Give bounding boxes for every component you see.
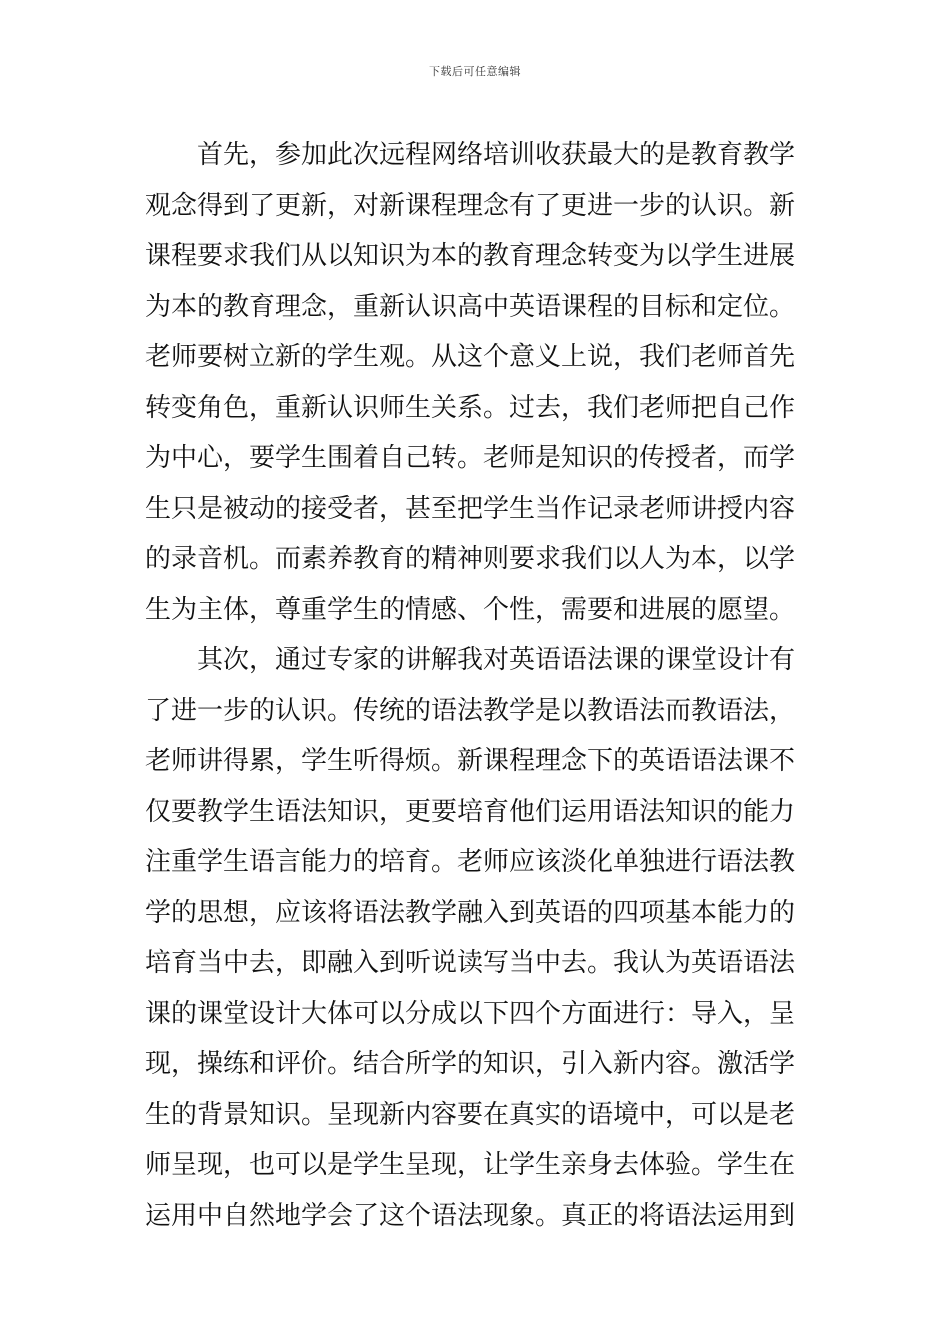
paragraph-2-line-11: 师呈现，也可以是学生呈现，让学生亲身去体验。学生在 [145, 1150, 796, 1180]
paragraph-1-line-9: 的录音机。而素养教育的精神则要求我们以人为本，以学 [145, 544, 796, 574]
paragraph-2-line-7: 培育当中去，即融入到听说读写当中去。我认为英语语法 [145, 948, 796, 978]
paragraph-1-line-5: 老师要树立新的学生观。从这个意义上说，我们老师首先 [145, 342, 796, 372]
paragraph-2-line-9: 现，操练和评价。结合所学的知识，引入新内容。激活学 [145, 1049, 796, 1079]
paragraph-2-line-1: 其次，通过专家的讲解我对英语语法课的课堂设计有 [197, 645, 796, 675]
paragraph-1-line-8: 生只是被动的接受者，甚至把学生当作记录老师讲授内容 [145, 493, 796, 524]
paragraph-1-line-1: 首先，参加此次远程网络培训收获最大的是教育教学 [197, 140, 796, 170]
paragraph-1-line-6: 转变角色，重新认识师生关系。过去，我们老师把自己作 [145, 392, 796, 423]
paragraph-2-line-12: 运用中自然地学会了这个语法现象。真正的将语法运用到 [145, 1200, 796, 1231]
paragraph-2-line-10: 生的背景知识。呈现新内容要在真实的语境中，可以是老 [145, 1099, 796, 1130]
paragraph-2-line-2: 了进一步的认识。传统的语法教学是以教语法而教语法， [145, 695, 796, 726]
paragraph-2-line-8: 课的课堂设计大体可以分成以下四个方面进行：导入，呈 [145, 998, 796, 1029]
paragraph-2-line-3: 老师讲得累，学生听得烦。新课程理念下的英语语法课不 [145, 746, 796, 776]
document-body [145, 130, 807, 1241]
paragraph-2-line-6: 学的思想，应该将语法教学融入到英语的四项基本能力的 [145, 897, 796, 928]
paragraph-1-line-4: 为本的教育理念，重新认识高中英语课程的目标和定位。 [145, 291, 796, 322]
paragraph-1-line-7: 为中心，要学生围着自己转。老师是知识的传授者，而学 [145, 443, 796, 473]
paragraph-2-line-4: 仅要教学生语法知识，更要培育他们运用语法知识的能力 [145, 796, 796, 827]
paragraph-1-line-2: 观念得到了更新，对新课程理念有了更进一步的认识。新 [145, 190, 796, 221]
paragraph-1-line-10: 生为主体，尊重学生的情感、个性，需要和进展的愿望。 [145, 594, 796, 625]
paragraph-2-line-5: 注重学生语言能力的培育。老师应该淡化单独进行语法教 [145, 847, 796, 877]
page-header: 下载后可任意编辑 [429, 65, 521, 78]
paragraph-1-line-3: 课程要求我们从以知识为本的教育理念转变为以学生进展 [145, 241, 796, 271]
